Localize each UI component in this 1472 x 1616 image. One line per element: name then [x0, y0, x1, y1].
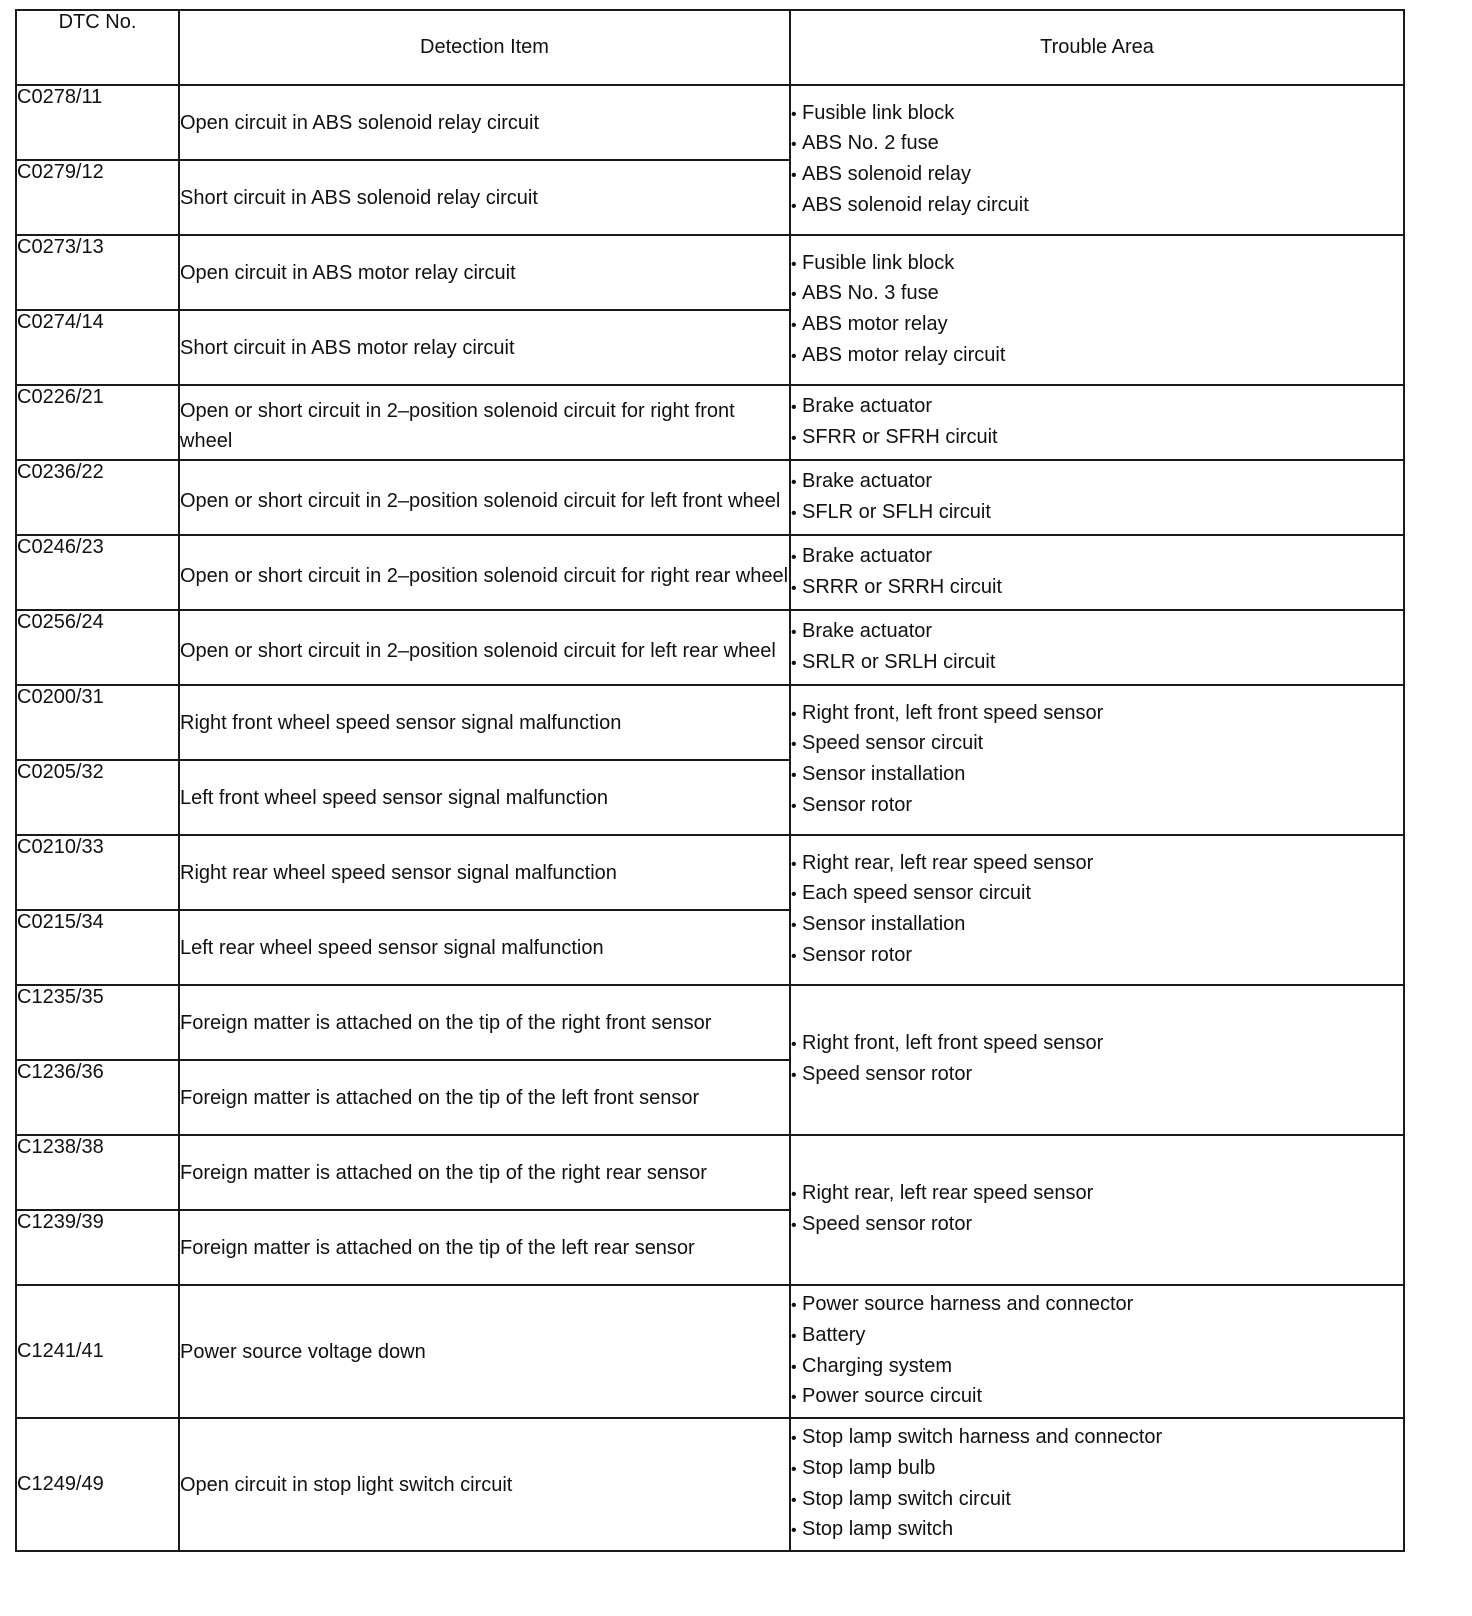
header-dtc-no: DTC No. [16, 10, 179, 85]
trouble-area-item: • Each speed sensor circuit [791, 879, 1403, 910]
detection-item: Right rear wheel speed sensor signal malfunction [179, 835, 790, 910]
trouble-area [790, 1135, 1404, 1285]
trouble-area [790, 985, 1404, 1135]
trouble-area-item: • ABS motor relay [791, 310, 1403, 341]
detection-item: Open or short circuit in 2–position solenoid circuit for left rear wheel [179, 610, 790, 685]
trouble-area-list [791, 467, 1403, 528]
dtc-code: C1235/35 [16, 985, 179, 1060]
trouble-area-item: • Sensor installation [791, 910, 1403, 941]
trouble-area [790, 610, 1404, 685]
dtc-code: C1239/39 [16, 1210, 179, 1285]
detection-item: Left rear wheel speed sensor signal malfunction [179, 910, 790, 985]
trouble-area-list [791, 617, 1403, 678]
trouble-area-item: • Brake actuator [791, 617, 1403, 648]
trouble-area-item: • Brake actuator [791, 542, 1403, 573]
detection-item: Open circuit in stop light switch circuit [179, 1418, 790, 1551]
dtc-code: C0200/31 [16, 685, 179, 760]
trouble-area-item: • Power source circuit [791, 1382, 1403, 1413]
table-row [16, 1418, 1404, 1551]
trouble-area-item: • Brake actuator [791, 467, 1403, 498]
detection-item: Open or short circuit in 2–position solenoid circuit for right front wheel [179, 385, 790, 460]
trouble-area-item: • Power source harness and connector [791, 1290, 1403, 1321]
trouble-area-item: • Brake actuator [791, 392, 1403, 423]
dtc-code: C0236/22 [16, 460, 179, 535]
trouble-area-item: • ABS solenoid relay [791, 160, 1403, 191]
table-row [16, 385, 1404, 460]
table-row [16, 85, 1404, 160]
header-row [16, 10, 1404, 85]
detection-item: Short circuit in ABS motor relay circuit [179, 310, 790, 385]
detection-item: Foreign matter is attached on the tip of the right front sensor [179, 985, 790, 1060]
table-row [16, 985, 1404, 1060]
trouble-area-list [791, 1290, 1403, 1412]
dtc-code: C0205/32 [16, 760, 179, 835]
trouble-area-item: • Right front, left front speed sensor [791, 699, 1403, 730]
dtc-code: C0226/21 [16, 385, 179, 460]
trouble-area-list [791, 249, 1403, 371]
trouble-area-item: • Stop lamp switch harness and connector [791, 1423, 1403, 1454]
trouble-area [790, 1418, 1404, 1551]
trouble-area-item: • Right rear, left rear speed sensor [791, 1179, 1403, 1210]
trouble-area-list [791, 699, 1403, 821]
trouble-area [790, 1285, 1404, 1418]
trouble-area-item: • Speed sensor rotor [791, 1210, 1403, 1241]
dtc-code: C0279/12 [16, 160, 179, 235]
trouble-area-item: • Sensor rotor [791, 791, 1403, 822]
trouble-area-item: • Fusible link block [791, 249, 1403, 280]
trouble-area [790, 385, 1404, 460]
dtc-code: C1241/41 [16, 1285, 179, 1418]
table-row [16, 235, 1404, 310]
trouble-area-item: • Sensor installation [791, 760, 1403, 791]
trouble-area-item: • ABS motor relay circuit [791, 341, 1403, 372]
dtc-code: C0246/23 [16, 535, 179, 610]
trouble-area [790, 235, 1404, 385]
table-row [16, 835, 1404, 910]
header-detection-item: Detection Item [179, 10, 790, 85]
trouble-area-item: • Stop lamp switch circuit [791, 1485, 1403, 1516]
dtc-code: C1238/38 [16, 1135, 179, 1210]
trouble-area-item: • Right rear, left rear speed sensor [791, 849, 1403, 880]
detection-item: Foreign matter is attached on the tip of the left rear sensor [179, 1210, 790, 1285]
trouble-area-item: • Speed sensor rotor [791, 1060, 1403, 1091]
dtc-code: C1249/49 [16, 1418, 179, 1551]
trouble-area-item: • Stop lamp switch [791, 1515, 1403, 1546]
trouble-area-list [791, 1179, 1403, 1240]
dtc-code: C1236/36 [16, 1060, 179, 1135]
trouble-area [790, 460, 1404, 535]
trouble-area [790, 685, 1404, 835]
trouble-area-item: • ABS No. 2 fuse [791, 129, 1403, 160]
table-row [16, 685, 1404, 760]
trouble-area-list [791, 849, 1403, 971]
dtc-code: C0274/14 [16, 310, 179, 385]
trouble-area-item: • Fusible link block [791, 99, 1403, 130]
trouble-area-item: • SRRR or SRRH circuit [791, 573, 1403, 604]
detection-item: Short circuit in ABS solenoid relay circuit [179, 160, 790, 235]
trouble-area-list [791, 542, 1403, 603]
detection-item: Open or short circuit in 2–position solenoid circuit for right rear wheel [179, 535, 790, 610]
trouble-area-item: • SFLR or SFLH circuit [791, 498, 1403, 529]
trouble-area-list [791, 1029, 1403, 1090]
detection-item: Open or short circuit in 2–position solenoid circuit for left front wheel [179, 460, 790, 535]
trouble-area-item: • Right front, left front speed sensor [791, 1029, 1403, 1060]
trouble-area [790, 535, 1404, 610]
detection-item: Left front wheel speed sensor signal malfunction [179, 760, 790, 835]
dtc-code: C0273/13 [16, 235, 179, 310]
trouble-area-list [791, 392, 1403, 453]
dtc-code: C0215/34 [16, 910, 179, 985]
header-trouble-area: Trouble Area [790, 10, 1404, 85]
trouble-area-item: • SRLR or SRLH circuit [791, 648, 1403, 679]
trouble-area-item: • Sensor rotor [791, 941, 1403, 972]
dtc-code: C0210/33 [16, 835, 179, 910]
trouble-area-list [791, 1423, 1403, 1545]
trouble-area-item: • Charging system [791, 1352, 1403, 1383]
dtc-code: C0256/24 [16, 610, 179, 685]
dtc-code: C0278/11 [16, 85, 179, 160]
trouble-area-item: • Battery [791, 1321, 1403, 1352]
table-row [16, 1285, 1404, 1418]
table-row [16, 1135, 1404, 1210]
trouble-area-item: • Speed sensor circuit [791, 729, 1403, 760]
detection-item: Power source voltage down [179, 1285, 790, 1418]
table-row [16, 535, 1404, 610]
trouble-area-list [791, 99, 1403, 221]
trouble-area-item: • SFRR or SFRH circuit [791, 423, 1403, 454]
detection-item: Open circuit in ABS motor relay circuit [179, 235, 790, 310]
detection-item: Foreign matter is attached on the tip of the left front sensor [179, 1060, 790, 1135]
dtc-table [15, 9, 1405, 1552]
table-row [16, 610, 1404, 685]
trouble-area-item: • ABS No. 3 fuse [791, 279, 1403, 310]
detection-item: Foreign matter is attached on the tip of the right rear sensor [179, 1135, 790, 1210]
detection-item: Right front wheel speed sensor signal malfunction [179, 685, 790, 760]
table-row [16, 460, 1404, 535]
trouble-area [790, 835, 1404, 985]
trouble-area-item: • Stop lamp bulb [791, 1454, 1403, 1485]
trouble-area [790, 85, 1404, 235]
detection-item: Open circuit in ABS solenoid relay circuit [179, 85, 790, 160]
trouble-area-item: • ABS solenoid relay circuit [791, 191, 1403, 222]
